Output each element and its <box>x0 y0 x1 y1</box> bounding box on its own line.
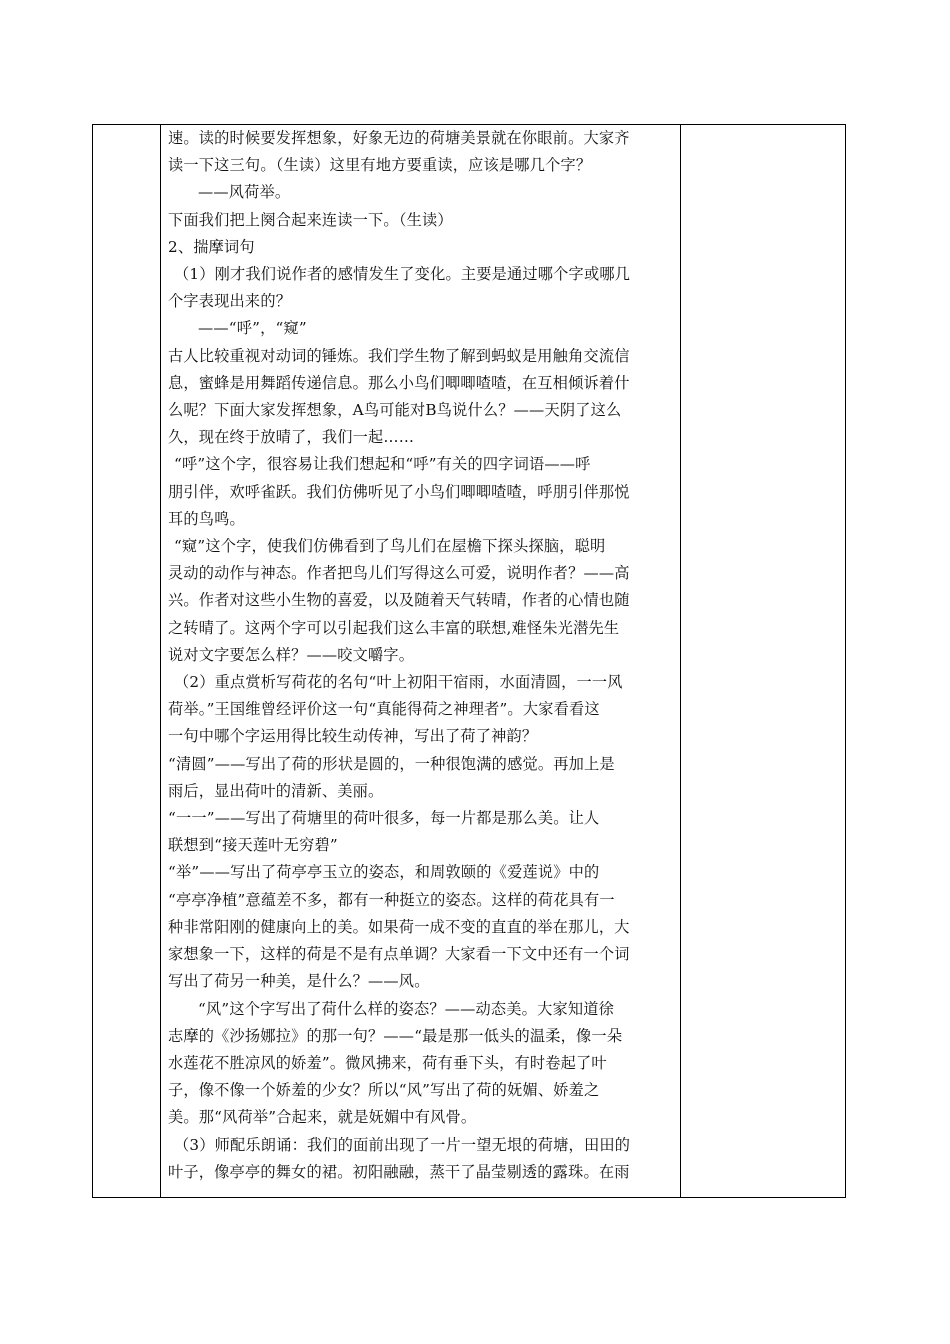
table-row <box>93 125 846 1198</box>
text-line: （3）师配乐朗诵：我们的面前出现了一片一望无垠的荷塘，田田的 <box>174 1135 631 1154</box>
text-line: 2、揣摩词句 <box>168 237 255 256</box>
text-line: “风”这个字写出了荷什么样的姿态？——动态美。大家知道徐 <box>198 999 615 1018</box>
text-line: ——“呼”，“窥” <box>198 319 307 338</box>
text-line: “亭亭净植”意蕴差不多，都有一种挺立的姿态。这样的荷花具有一 <box>168 890 615 909</box>
text-line: 灵动的动作与神态。作者把鸟儿们写得这么可爱，说明作者？——高 <box>168 564 630 583</box>
text-line: ——风荷举。 <box>198 183 291 202</box>
text-line: 耳的鸟鸣。 <box>168 509 245 528</box>
text-line: 雨后，显出荷叶的清新、美丽。 <box>168 781 384 800</box>
lesson-plan-table <box>92 124 846 1198</box>
text-line: 叶子，像亭亭的舞女的裙。初阳融融，蒸干了晶莹剔透的露珠。在雨 <box>168 1162 630 1181</box>
text-line: “清圆”——写出了荷的形状是圆的，一种很饱满的感觉。再加上是 <box>168 754 615 773</box>
text-line: “窥”这个字，使我们仿佛看到了鸟儿们在屋檐下探头探脑，聪明 <box>174 537 606 556</box>
text-line: 种非常阳刚的健康向上的美。如果荷一成不变的直直的举在那儿，大 <box>168 917 630 936</box>
notes-cell <box>681 125 846 1198</box>
text-line: 联想到“接天莲叶无穷碧” <box>168 836 338 855</box>
text-line: 个字表现出来的？ <box>168 292 292 311</box>
text-line: 荷举。”王国维曾经评价这一句“真能得荷之神理者”。大家看看这 <box>168 700 600 719</box>
text-line: 之转晴了。这两个字可以引起我们这么丰富的联想,难怪朱光潜先生 <box>168 618 620 637</box>
text-line: 么呢？下面大家发挥想象，A鸟可能对B鸟说什么？——天阴了这么 <box>168 401 622 420</box>
text-line: “一一”——写出了荷塘里的荷叶很多，每一片都是那么美。让人 <box>168 809 600 828</box>
text-line: 古人比较重视对动词的锤炼。我们学生物了解到蚂蚁是用触角交流信 <box>168 346 630 365</box>
text-line: （1）刚才我们说作者的感情发生了变化。主要是通过哪个字或哪几 <box>174 265 631 284</box>
text-line: 朋引伴，欢呼雀跃。我们仿佛听见了小鸟们唧唧喳喳，呼朋引伴那悦 <box>168 482 630 501</box>
text-line: “举”——写出了荷亭亭玉立的姿态，和周敦颐的《爱莲说》中的 <box>168 863 600 882</box>
text-line: 美。那“风荷举”合起来，就是妩媚中有风骨。 <box>168 1108 477 1127</box>
text-line: 下面我们把上阕合起来连读一下。（生读） <box>168 210 453 229</box>
text-line: 速。读的时候要发挥想象，好象无边的荷塘美景就在你眼前。大家齐 <box>168 129 630 147</box>
content-cell <box>161 125 681 1198</box>
text-line: 志摩的《沙扬娜拉》的那一句？——“最是那一低头的温柔，像一朵 <box>168 1026 623 1045</box>
text-line: 子，像不像一个娇羞的少女？所以“风”写出了荷的妩媚、娇羞之 <box>168 1081 600 1100</box>
text-line: 一句中哪个字运用得比较生动传神，写出了荷了神韵？ <box>168 727 538 746</box>
text-line: 兴。作者对这些小生物的喜爱，以及随着天气转晴，作者的心情也随 <box>168 591 630 610</box>
text-line: 息，蜜蜂是用舞蹈传递信息。那么小鸟们唧唧喳喳，在互相倾诉着什 <box>168 373 630 392</box>
text-line: “呼”这个字，很容易让我们想起和“呼”有关的四字词语——呼 <box>174 455 591 474</box>
text-line: 久，现在终于放晴了，我们一起…… <box>168 428 415 447</box>
text-line: 家想象一下，这样的荷是不是有点单调？大家看一下文中还有一个词 <box>168 945 630 964</box>
left-margin-cell <box>93 125 161 1198</box>
text-line: 写出了荷另一种美，是什么？——风。 <box>168 972 430 991</box>
text-line: 读一下这三句。（生读）这里有地方要重读，应该是哪几个字？ <box>168 156 592 175</box>
text-line: 说对文字要怎么样？——咬文嚼字。 <box>168 645 415 664</box>
text-line: 水莲花不胜凉风的娇羞”。微风拂来，荷有垂下头，有时卷起了叶 <box>168 1053 607 1072</box>
lesson-text <box>161 125 680 1186</box>
text-line: （2）重点赏析写荷花的名句“叶上初阳干宿雨，水面清圆，一一风 <box>174 673 623 692</box>
